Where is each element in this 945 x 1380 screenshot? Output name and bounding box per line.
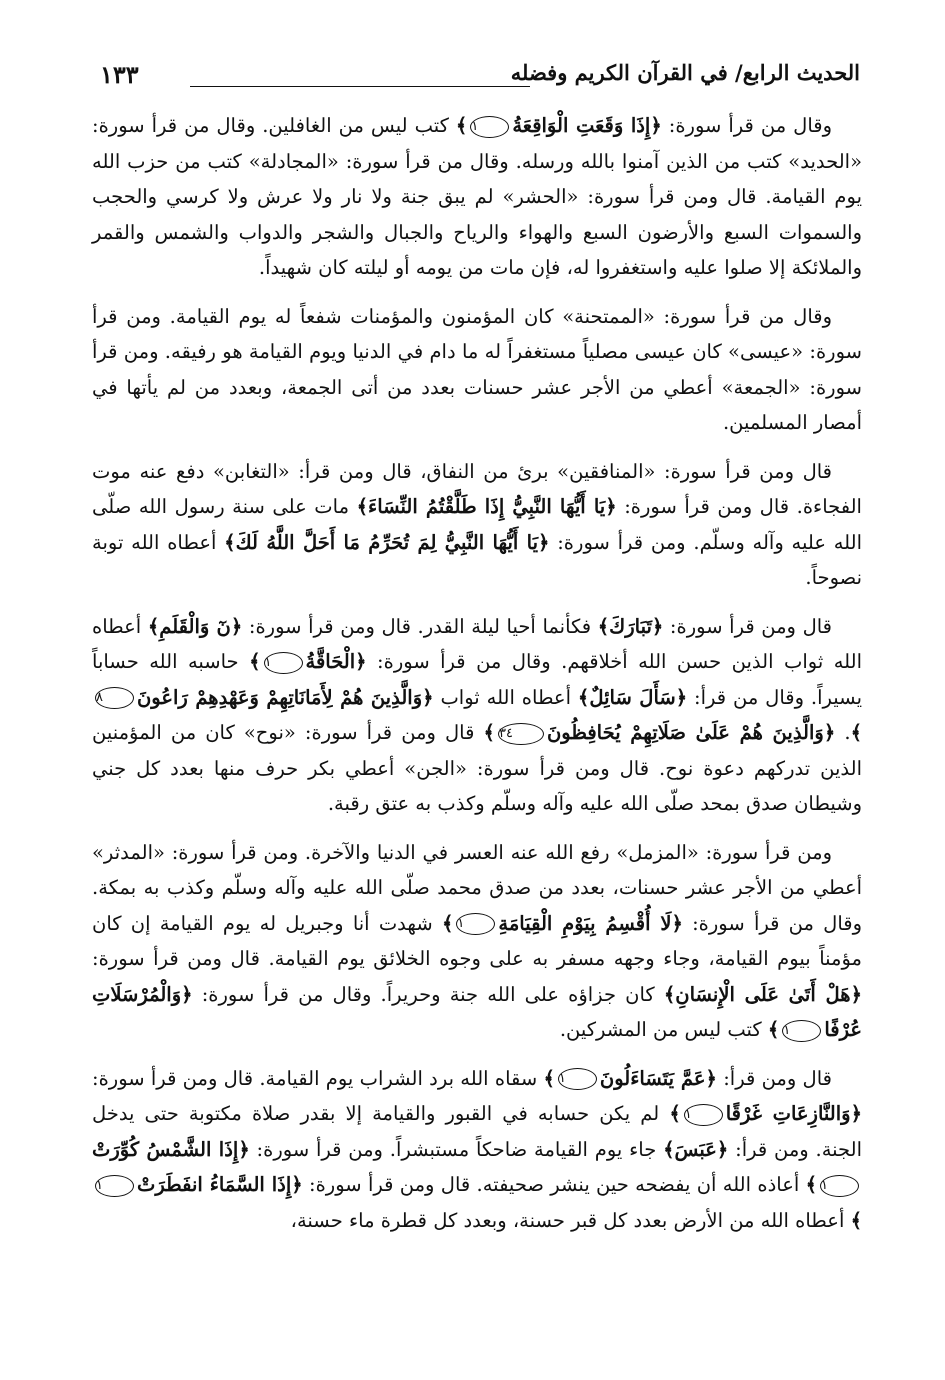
quran-verse: ﴿الْحَاقَّةُ — [305, 650, 367, 673]
paragraph — [92, 1061, 862, 1239]
header-rule — [190, 86, 530, 87]
quran-verse: ﴿نٓ وَالْقَلَمِ﴾ — [147, 614, 243, 638]
quran-verse: ﴿وَالنَّازِعَاتِ غَرْقًا — [725, 1102, 862, 1125]
verse-number-marker: ١ — [684, 1104, 723, 1126]
verse-number-marker: ١ — [456, 913, 495, 935]
paragraph-text: حاسبه الله حساباً يسيراً. وقال من قرأ: — [92, 650, 863, 709]
quran-verse: ﴿عَبَسَ﴾ — [663, 1137, 729, 1161]
quran-verse: ﴿سَأَلَ سَائِلٌ﴾ — [577, 685, 688, 709]
quran-verse: ﴾ — [455, 114, 468, 137]
paragraph — [92, 835, 862, 1048]
paragraph-text: أعاذه الله أن يفضحه حين ينشر صحيفته. قال ومن قرأ سورة: — [302, 1173, 806, 1196]
quran-verse: ﴿يَا أَيُّهَا النَّبِيُّ لِمَ تُحَرِّمُ مَا أَحَلَّ اللَّهُ لَكَ﴾ — [224, 530, 550, 554]
quran-verse: ﴿يَا أَيُّهَا النَّبِيُّ إِذَا طَلَّقْتُمُ النِّسَاءَ﴾ — [356, 495, 617, 518]
paragraph — [92, 609, 862, 822]
paragraph-text: كتب ليس من المشركين. — [559, 1018, 768, 1041]
paragraph-text: سقاه الله برد الشراب يوم القيامة. قال ومن قرأ سورة: — [92, 1066, 544, 1090]
verse-number-marker: ١ — [820, 1175, 859, 1197]
quran-verse: ﴿إِذَا السَّمَاءُ انفَطَرَتْ — [136, 1173, 303, 1196]
quran-verse: ﴾ — [767, 1018, 780, 1041]
quran-verse: ﴾ — [805, 1173, 818, 1196]
verse-number-marker: ١ — [95, 1175, 134, 1197]
quran-verse: ﴿وَالَّذِينَ هُمْ لِأَمَانَاتِهِمْ وَعَهْدِهِمْ رَاعُونَ — [136, 685, 434, 709]
paragraph — [92, 108, 862, 286]
paragraph-text: كتب ليس من الغافلين. وقال من قرأ سورة: «الحديد» كتب من الذين آمنوا بالله ورسله. وقال من قرأ سورة: «المجادلة» كتب من حزب الله يوم القيامة. قال ومن قرأ سورة: «الحشر» لم يبق جنة ولا نار ولا عرش ولا كرسي والحجب والسموات السبع والأرضون السبع والهواء والرياح والجبال والشجر والدواب والشمس والقمر والملائكة إلا صلوا عليه واستغفروا له، فإن مات من يومه أو ليلته كان شهيداً. — [92, 114, 862, 279]
paragraph-text: وقال من قرأ سورة: «الممتحنة» كان المؤمنون والمؤمنات شفعاً له يوم القيامة. ومن قرأ سورة: «عيسى» كان عيسى مصلياً مستغفراً له ما دام في الدنيا ويوم القيامة هو رفيقه. ومن قرأ سورة: «الجمعة» أعطي من الأجر عشر حسنات بعدد من أتى الجمعة، وبعدد من لم يأتها في أمصار المسلمين. — [92, 304, 862, 434]
verse-number-marker: ١ — [782, 1020, 821, 1042]
quran-verse: ﴾ — [850, 721, 862, 744]
paragraph-text: لم يكن حسابه في القبور والقيامة إلا بقدر صلاة مكتوبة حتى يدخل الجنة. ومن قرأ: — [92, 1102, 862, 1161]
page-number: ١٣٣ — [100, 60, 139, 89]
page-body — [92, 108, 862, 1251]
quran-verse: ﴿إِذَا وَقَعَتِ الْوَاقِعَةُ — [512, 114, 662, 137]
quran-verse: ﴾ — [850, 1208, 862, 1232]
paragraph-text: وقال من قرأ سورة: — [661, 114, 833, 137]
paragraph-text: قال ومن قرأ: — [716, 1066, 832, 1090]
header-title: الحديث الرابع/ في القرآن الكريم وفضله — [510, 60, 860, 85]
running-header — [100, 58, 860, 98]
paragraph-text: أعطاه الله توبة نصوحاً. — [92, 530, 862, 589]
verse-number-marker: ١ — [558, 1068, 597, 1090]
quran-verse: ﴾ — [249, 650, 261, 673]
verse-number-marker: ٨ — [95, 687, 134, 709]
quran-verse: ﴿لَا أُقْسِمُ بِيَوْمِ الْقِيَامَةِ — [498, 911, 683, 935]
paragraph-text: ومن قرأ سورة: «المزمل» رفع الله عنه العسر في الدنيا والآخرة. ومن قرأ سورة: «المدثر» أعطي من الأجر عشر حسنات، بعدد من صدق محمد صلّى الله عليه وآله وسلّم وكذب به بمكة. وقال من قرأ سورة: — [92, 840, 863, 935]
paragraph-text: قال ومن قرأ سورة: — [663, 614, 832, 638]
quran-verse: ﴿وَالْمُرْسَلَاتِ عُرْفًا — [92, 982, 862, 1041]
verse-number-marker: ١ — [470, 116, 509, 138]
paragraph-text: . — [835, 721, 851, 744]
quran-verse: ﴿تَبَارَكَ﴾ — [597, 614, 664, 638]
paragraph-text: شهدت أنا وجبريل له يوم القيامة إن كان مؤمناً بيوم القيامة، وجاء وجهه مسفر به على وجوه الخلائق يوم القيامة. قال ومن قرأ سورة: — [92, 911, 862, 970]
quran-verse: ﴿إِذَا الشَّمْسُ كُوِّرَتْ — [92, 1137, 250, 1161]
quran-verse: ﴾ — [543, 1066, 555, 1090]
paragraph-text: فكأنما أحيا ليلة القدر. قال ومن قرأ سورة: — [242, 614, 598, 638]
paragraph — [92, 299, 862, 441]
paragraph-text: أعطاه الله من الأرض بعدد كل قبر حسنة، وبعدد كل قطرة ماء حسنة، — [290, 1208, 851, 1232]
quran-verse: ﴾ — [483, 721, 495, 744]
verse-number-marker: ١ — [264, 652, 303, 674]
paragraph-text: جاء يوم القيامة ضاحكاً مستبشراً. ومن قرأ سورة: — [249, 1137, 664, 1161]
paragraph-text: أعطاه الله ثواب — [433, 685, 578, 709]
quran-verse: ﴿هَلْ أَتَىٰ عَلَى الْإِنسَانِ﴾ — [663, 982, 862, 1006]
paragraph-text: أعطاه الله ثواب الذين حسن الله أخلاقهم. وقال من قرأ سورة: — [92, 614, 862, 673]
paragraph-text: قال ومن قرأ سورة: «المنافقين» برئ من النفاق، قال ومن قرأ: «التغابن» دفع عنه موت الفجاءة. قال ومن قرأ سورة: — [92, 459, 862, 518]
quran-verse: ﴿وَالَّذِينَ هُمْ عَلَىٰ صَلَاتِهِمْ يُحَافِظُونَ — [546, 721, 836, 744]
paragraph — [92, 454, 862, 596]
quran-verse: ﴾ — [669, 1102, 681, 1125]
paragraph-text: مات على سنة رسول الله صلّى الله عليه وآله وسلّم. ومن قرأ سورة: — [92, 495, 862, 554]
verse-number-marker: ٣٤ — [498, 723, 544, 745]
paragraph-text: قال ومن قرأ سورة: «نوح» كان من المؤمنين الذين تدركهم دعوة نوح. قال ومن قرأ سورة: «الجن» أعطي بكر حرف منها بعدد كل جني وشيطان صدق بمحد صلّى الله عليه وآله وسلّم وكذب به عتق رقبة. — [92, 721, 862, 815]
quran-verse: ﴾ — [441, 911, 454, 935]
quran-verse: ﴿عَمَّ يَتَسَاءَلُونَ — [599, 1066, 717, 1090]
paragraph-text: كان جزاؤه على الله جنة وحريراً. وقال من قرأ سورة: — [192, 982, 664, 1006]
